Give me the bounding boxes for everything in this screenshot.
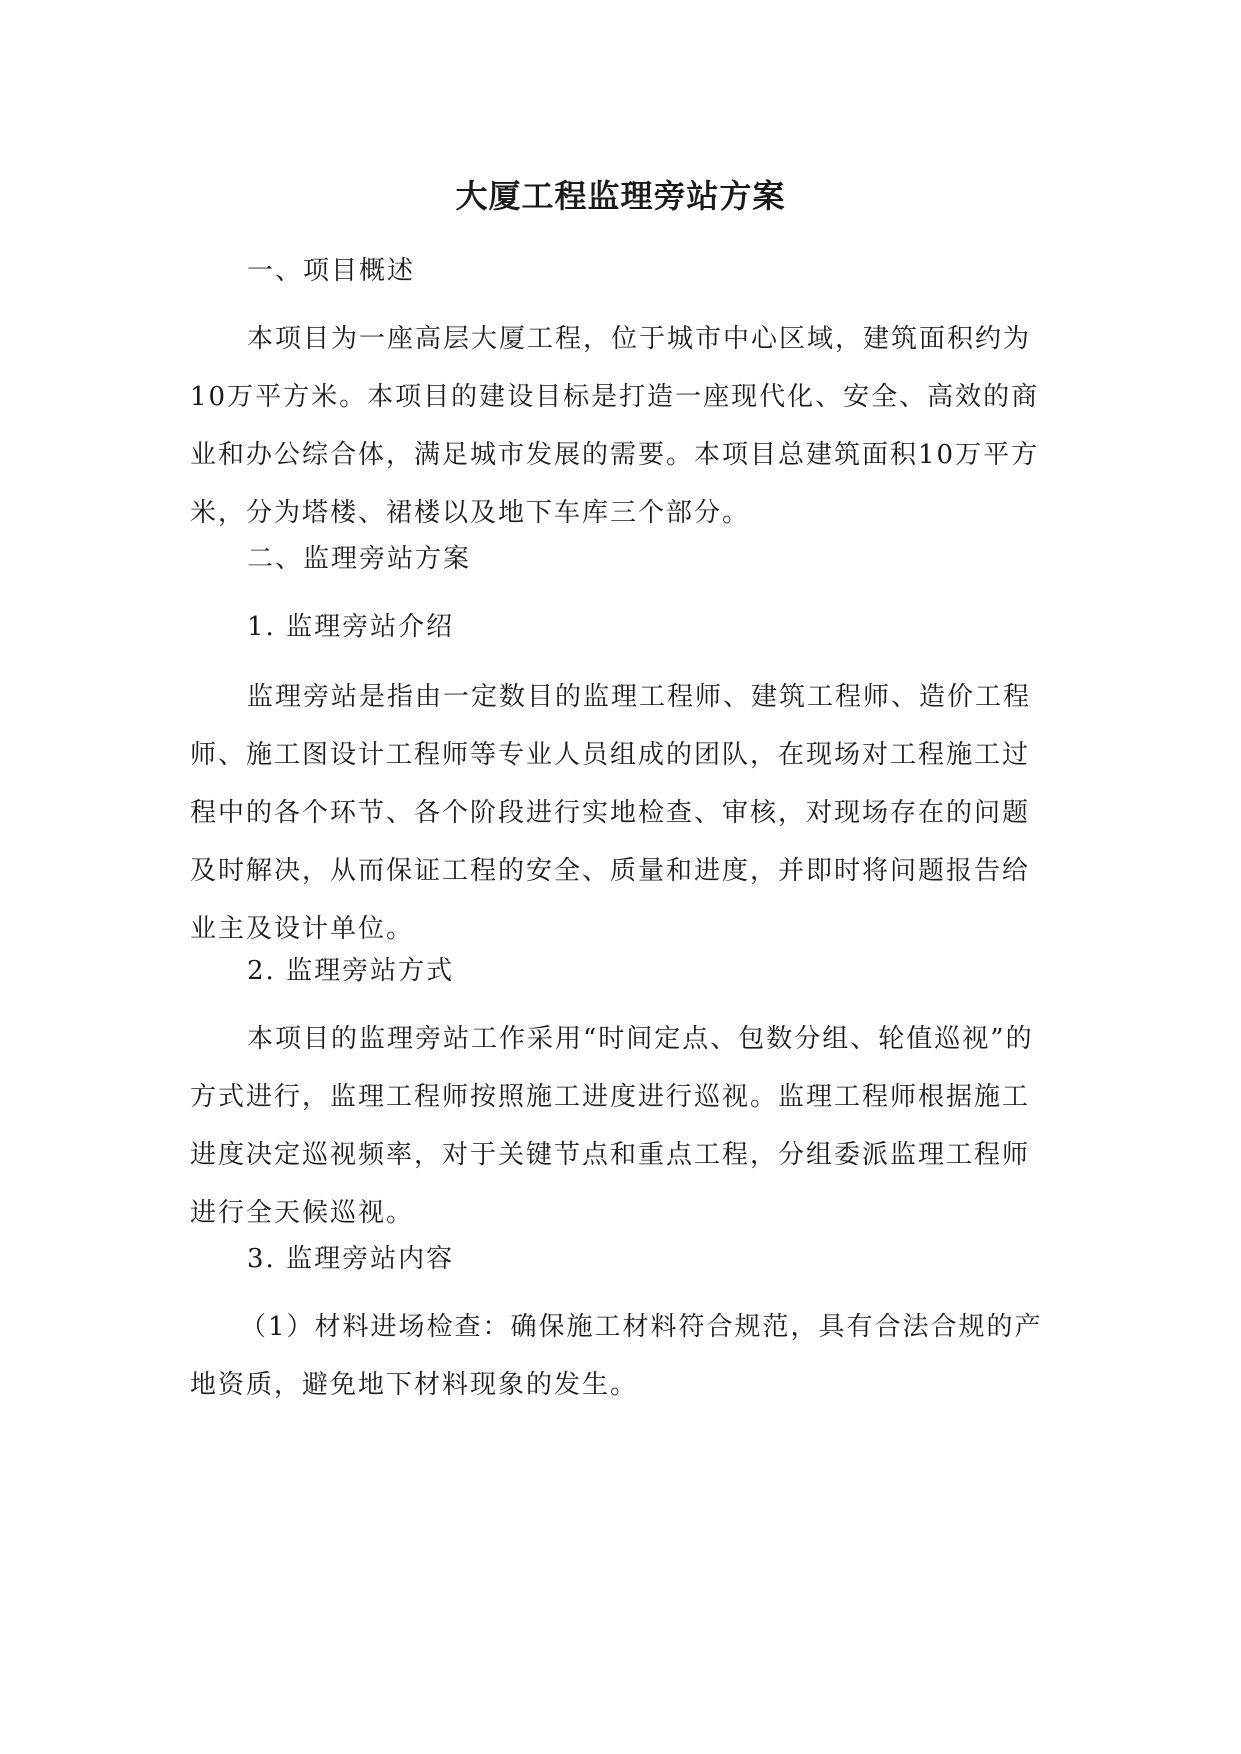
paragraph-method: 本项目的监理旁站工作采用“时间定点、包数分组、轮值巡视”的方式进行，监理工程师按照施工进度进行巡视。监理工程师根据施工进度决定巡视频率，对于关键节点和重点工程，分组委派监理工程师进行全天候巡视。 <box>190 1024 1034 1228</box>
paragraph-material-inspection: （1）材料进场检查：确保施工材料符合规范，具有合法合规的产地资质，避免地下材料现象的发生。 <box>190 1312 1043 1400</box>
subsection-heading-content: 3. 监理旁站内容 <box>247 1244 455 1274</box>
paragraph-introduction: 监理旁站是指由一定数目的监理工程师、建筑工程师、造价工程师、施工图设计工程师等专业人员组成的团队，在现场对工程施工过程中的各个环节、各个阶段进行实地检查、审核，对现场存在的问题及时解决，从而保证工程的安全、质量和进度，并即时将问题报告给业主及设计单位。 <box>190 682 1032 944</box>
section-heading-overview: 一、项目概述 <box>247 256 416 286</box>
document-title: 大厦工程监理旁站方案 <box>455 177 786 215</box>
subsection-heading-introduction: 1. 监理旁站介绍 <box>247 612 455 642</box>
subsection-heading-method: 2. 监理旁站方式 <box>247 956 455 986</box>
paragraph-overview: 本项目为一座高层大厦工程，位于城市中心区域，建筑面积约为10万平方米。本项目的建设目标是打造一座现代化、安全、高效的商业和办公综合体，满足城市发展的需要。本项目总建筑面积10万平方米，分为塔楼、裙楼以及地下车库三个部分。 <box>190 324 1040 528</box>
section-heading-plan: 二、监理旁站方案 <box>247 544 472 574</box>
